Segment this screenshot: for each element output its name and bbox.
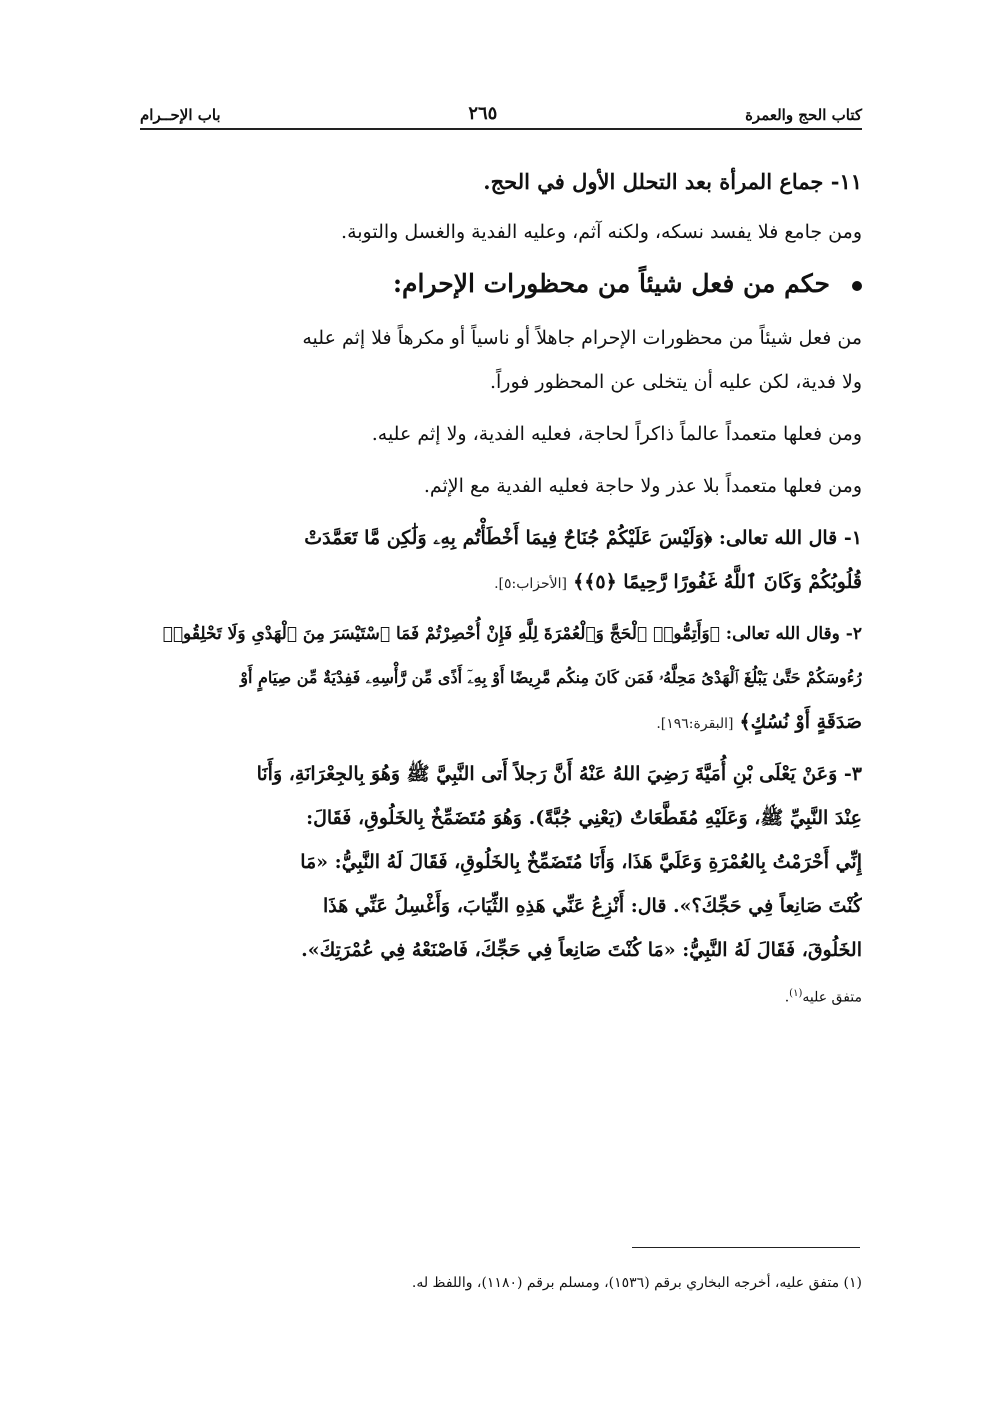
ruling-p1-line1: من فعل شيئاً من محظورات الإحرام جاهلاً أو ناسياً أو مكرهاً فلا إثم عليه	[302, 327, 862, 349]
section-heading-text: حكم من فعل شيئاً من محظورات الإحرام:	[392, 269, 830, 298]
ruling-p1-line2: ولا فدية، لكن عليه أن يتخلى عن المحظور فوراً.	[489, 371, 862, 393]
section-heading	[140, 262, 862, 306]
item-11-text: ومن جامع فلا يفسد نسكه، ولكنه آثم، وعليه الفدية والغسل والتوبة.	[341, 221, 862, 243]
footnote-marker[interactable]: (١)	[789, 988, 803, 999]
evidence-2-line3: صَدَقَةٍ أَوْ نُسُكٍ﴾	[739, 711, 862, 733]
footnote-divider	[632, 1247, 860, 1248]
evidence-3-line4: كُنْتَ صَانِعاً فِي حَجِّكَ؟». قال: أَنْزِعُ عَنِّي هَذِهِ الثِّيَابَ، وَأَغْسِلُ عَنِّي هَذَا	[322, 895, 862, 917]
evidence-3-source	[140, 972, 862, 1020]
evidence-1	[140, 516, 862, 606]
footnote-1: (١) متفق عليه، أخرجه البخاري برقم (١٥٣٦)، ومسلم برقم (١١٨٠)، واللفظ له.	[411, 1275, 862, 1291]
page-header	[140, 96, 862, 130]
evidence-1-line1: ١- قال الله تعالى: ﴿وَلَيْسَ عَلَيْكُمْ جُنَاحٌ فِيمَا أَخْطَأْتُم بِهِۦ وَلَٰكِن مَّا تَعَمَّدَتْ	[304, 527, 862, 549]
page-number: ٢٦٥	[468, 103, 498, 124]
agreed-upon: متفق عليه	[802, 989, 862, 1006]
ruling-paragraph-1	[140, 316, 862, 404]
ruling-paragraph-3: ومن فعلها متعمداً بلا عذر ولا حاجة فعليه الفدية مع الإثم.	[423, 475, 862, 497]
evidence-3-line3: إِنِّي أَحْرَمْتُ بِالعُمْرَةِ وَعَلَيَّ هَذَا، وَأَنَا مُتَضَمِّخٌ بِالخَلُوقِ، فَقَالَ لَهُ النَّبِيُّ: «مَا	[300, 851, 862, 873]
evidence-2-line1: ٢- وقال الله تعالى: ﴿وَأَتِمُّوا۟ ٱلْحَجَّ وَٱلْعُمْرَةَ لِلَّهِ فَإِنْ أُحْصِرْتُمْ فَمَا ٱسْتَيْسَرَ مِنَ ٱلْهَدْىِ وَلَا تَحْلِقُوا۟	[162, 624, 862, 644]
evidence-3-line2: عِنْدَ النَّبِيِّ ﷺ، وَعَلَيْهِ مُقَطَّعَاتٌ (يَعْنِي جُبَّةً). وَهُوَ مُتَضَمِّخٌ بِالخَلُوقِ، فَقَالَ:	[306, 807, 862, 829]
evidence-1-ref: [الأحزاب:٥].	[494, 576, 568, 592]
evidence-3-line5: الخَلُوقَ، فَقَالَ لَهُ النَّبِيُّ: «مَا كُنْتَ صَانِعاً فِي حَجِّكَ، فَاصْنَعْهُ فِي عُمْرَتِكَ».	[301, 939, 862, 961]
evidence-2	[140, 612, 862, 746]
evidence-3-line1: ٣- وَعَنْ يَعْلَى بْنِ أُمَيَّةَ رَضِيَ اللهُ عَنْهُ أَنَّ رَجلاً أَتى النَّبِيَّ ﷺ وَهُوَ بِالجِعْرَانَةِ، وَأَنَا	[256, 763, 862, 785]
evidence-1-line2: قُلُوبُكُمْ وَكَانَ ٱللَّهُ غَفُورًا رَّحِيمًا ﴿٥﴾﴾	[573, 571, 862, 593]
evidence-3	[140, 752, 862, 1020]
bullet-icon	[852, 281, 862, 291]
ruling-paragraph-2: ومن فعلها متعمداً عالماً ذاكراً لحاجة، فعليه الفدية، ولا إثم عليه.	[371, 423, 862, 445]
evidence-2-ref: [البقرة:١٩٦].	[656, 716, 734, 732]
evidence-2-line2: رُءُوسَكُمْ حَتَّىٰ يَبْلُغَ ٱلْهَدْىُ مَحِلَّهُۥ فَمَن كَانَ مِنكُم مَّرِيضًا أَوْ بِهِۦٓ أَذًى مِّن رَّأْسِهِۦ فَفِدْيَةٌ مِّن صِيَامٍ أَوْ	[240, 668, 862, 687]
book-title: كتاب الحج والعمرة	[745, 106, 862, 124]
evidence-2-line3-wrap	[140, 700, 862, 746]
agreed-end: .	[784, 989, 790, 1006]
page-body	[140, 160, 862, 1026]
chapter-title: باب الإحــرام	[140, 106, 221, 124]
item-11-heading: ١١- جماع المرأة بعد التحلل الأول في الحج.	[483, 169, 862, 194]
evidence-1-line2-wrap	[140, 560, 862, 606]
